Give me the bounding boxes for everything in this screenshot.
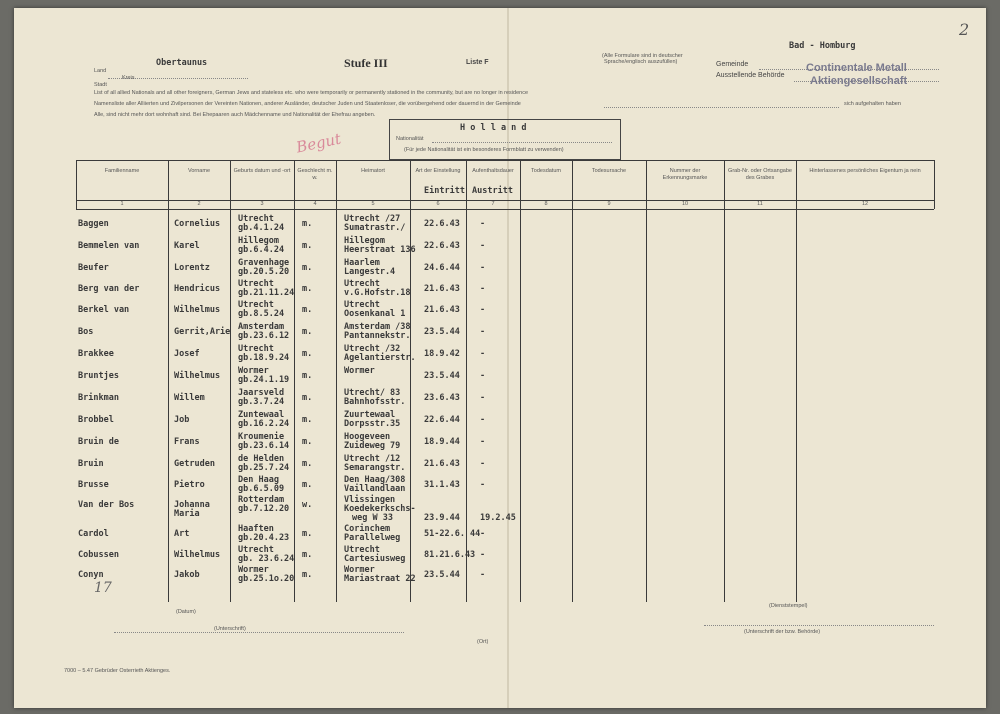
instruction-line-3: Alle, sind nicht mehr dort wohnhaft sind. Bei Ehepaaren auch Mädchenname und Nationalität der Ehefrau angeben. [94, 112, 376, 118]
table-column-divider [294, 160, 295, 602]
home-street: Agelantierstr. [344, 353, 416, 363]
birth-place: Kroumenie [238, 432, 285, 442]
home-town: Wormer [344, 565, 375, 575]
first-name-2: Maria [174, 509, 200, 519]
sex: m. [302, 263, 313, 273]
footer-sig-left-date: (Datum) [176, 609, 196, 615]
birth-date: gb.6.4.24 [238, 245, 285, 255]
home-town: Utrecht [344, 300, 380, 310]
column-number: 11 [757, 201, 763, 207]
birth-date: gb.7.12.20 [238, 504, 290, 514]
column-header: Grab-Nr. oder Ortsangabe des Grabes [728, 168, 792, 181]
home-town: Zuurtewaal [344, 410, 396, 420]
family-name: Brusse [78, 480, 109, 490]
birth-place: Utrecht [238, 344, 274, 354]
table-column-divider [520, 160, 521, 602]
sex: m. [302, 219, 313, 229]
column-header: Nummer der Erkennungsmarke [662, 168, 708, 181]
entry-stamp: Eintritt [424, 186, 465, 196]
footer-sig-right: (Dienststempel) [769, 603, 808, 609]
family-name: Bruntjes [78, 371, 119, 381]
home-town: Den Haag/308 [344, 475, 406, 485]
sex: m. [302, 550, 313, 560]
entry-date: 23.6.43 [424, 393, 460, 403]
birth-place: Wormer [238, 565, 269, 575]
home-town: Amsterdam /38 [344, 322, 411, 332]
sex: m. [302, 371, 313, 381]
home-street: Koedekerkschs- [344, 504, 416, 514]
home-street: Vaillandlaan [344, 484, 406, 494]
handwritten-mark: Begut [294, 129, 343, 157]
home-street: Dorpsstr.35 [344, 419, 401, 429]
first-name: Job [174, 415, 190, 425]
column-number: 9 [607, 201, 611, 207]
first-name: Frans [174, 437, 200, 447]
instruction-line-2: Namensliste aller Alliierten und Zivilpersonen der Vereinten Nationen, anderer Ausländer, deutscher Juden und Staatenloser, die vorübergehend oder dauernd in der Gemeinde [94, 101, 521, 107]
table-column-divider [168, 160, 169, 602]
birth-place: Wormer [238, 366, 269, 376]
column-number: 6 [436, 201, 440, 207]
column-number: 12 [861, 201, 869, 207]
sex: m. [302, 305, 313, 315]
home-town: Haarlem [344, 258, 380, 268]
first-name: Gerrit,Arie [174, 327, 231, 337]
exit-date: - [480, 263, 486, 273]
table-column-divider [572, 160, 573, 602]
birth-place: Gravenhage [238, 258, 290, 268]
land-label: Land [94, 68, 107, 74]
document-sheet [14, 8, 986, 708]
birth-place: Utrecht [238, 279, 274, 289]
table-column-divider [336, 160, 337, 602]
entry-date: 24.6.44 [424, 263, 460, 273]
sex: m. [302, 570, 313, 580]
sex: m. [302, 415, 313, 425]
column-header: Art der Einstellung [415, 168, 461, 174]
birth-date: gb.18.9.24 [238, 353, 290, 363]
birth-date: gb. 23.6.24 [238, 554, 295, 564]
family-name: Brakkee [78, 349, 114, 359]
first-name: Pietro [174, 480, 205, 490]
column-number: 7 [491, 201, 495, 207]
birth-date: gb.24.1.19 [238, 375, 290, 385]
nationality-label: Nationalität [396, 136, 424, 142]
home-town: Corinchem [344, 524, 391, 534]
first-name: Wilhelmus [174, 371, 221, 381]
nationality-note: (Für jede Nationalität ist ein besonderes Formblatt zu verwenden) [404, 147, 564, 153]
exit-date: - [480, 349, 486, 359]
first-name: Cornelius [174, 219, 221, 229]
home-street-2: weg W 33 [352, 513, 393, 523]
home-town: Wormer [344, 366, 375, 376]
page-number: 2 [959, 20, 970, 39]
entry-date: 21.6.43 [424, 284, 460, 294]
sex: m. [302, 393, 313, 403]
first-name: Lorentz [174, 263, 210, 273]
entry-date: 23.5.44 [424, 570, 460, 580]
entry-date: 23.5.44 [424, 327, 460, 337]
birth-place: Amsterdam [238, 322, 285, 332]
family-name: Bemmelen van [78, 241, 140, 251]
family-name: Brinkman [78, 393, 119, 403]
column-header: Todesdatum [531, 168, 561, 174]
family-name: Bruin [78, 459, 104, 469]
column-header: Vorname [187, 168, 210, 174]
exit-date: - [480, 284, 486, 294]
exit-date: - [480, 305, 486, 315]
column-header: Familienname [104, 168, 140, 174]
family-name: Conyn [78, 570, 104, 580]
nationality-box [389, 119, 621, 160]
family-name: Baggen [78, 219, 109, 229]
exit-stamp: Austritt [472, 186, 513, 196]
birth-place: Utrecht [238, 545, 274, 555]
exit-date: - [480, 393, 486, 403]
list-label: Liste F [466, 59, 489, 66]
first-name: Willem [174, 393, 205, 403]
center-fold [507, 8, 509, 708]
sex: m. [302, 529, 313, 539]
entry-date: 18.9.44 [424, 437, 460, 447]
exit-date: - [480, 219, 486, 229]
print-note: 7000 – 5.47 Gebrüder Osterrieth Aktienges. [64, 668, 171, 674]
family-name: Brobbel [78, 415, 114, 425]
footer-sig-mid: (Ort) [477, 639, 489, 645]
column-number: 5 [371, 201, 375, 207]
first-name: Wilhelmus [174, 305, 221, 315]
gemeinde-label: Gemeinde [716, 61, 749, 68]
birth-date: gb.4.1.24 [238, 223, 285, 233]
birth-place: Haaften [238, 524, 274, 534]
home-town: Utrecht /12 [344, 454, 401, 464]
birth-date: gb.21.11.24 [238, 288, 295, 298]
birth-date: gb.3.7.24 [238, 397, 285, 407]
birth-date: gb.23.6.12 [238, 331, 290, 341]
instruction-line-2-end: sich aufgehalten haben [844, 101, 901, 107]
home-town: Utrecht /32 [344, 344, 401, 354]
home-street: Bahnhofsstr. [344, 397, 406, 407]
home-street: Sumatrastr./ [344, 223, 406, 233]
company-stamp-line-2: Aktiengesellschaft [810, 75, 908, 87]
language-note-2: Sprache/englisch auszufüllen) [604, 59, 678, 65]
birth-place: Rotterdam [238, 495, 285, 505]
kreis-value: Obertaunus [156, 58, 208, 68]
home-street: Cartesiusweg [344, 554, 406, 564]
table-column-divider [646, 160, 647, 602]
birth-date: gb.20.5.20 [238, 267, 290, 277]
entry-date: 81.21.6.43 [424, 550, 476, 560]
behoerde-label: Ausstellende Behörde [716, 72, 785, 79]
family-name: Berg van der [78, 284, 140, 294]
family-name: Bos [78, 327, 94, 337]
family-name: Bruin de [78, 437, 119, 447]
home-town: Hoogeveen [344, 432, 391, 442]
column-number: 1 [120, 201, 124, 207]
entry-date: 22.6.44 [424, 415, 460, 425]
exit-date: - [480, 529, 486, 539]
entry-date: 23.9.44 [424, 513, 460, 523]
birth-date: gb.20.4.23 [238, 533, 290, 543]
family-name: Beufer [78, 263, 109, 273]
home-street: Mariastraat 22 [344, 574, 416, 584]
footer-sig-right-2: (Unterschrift der bzw. Behörde) [744, 629, 821, 635]
first-name: Hendricus [174, 284, 221, 294]
birth-date: gb.16.2.24 [238, 419, 290, 429]
home-street: Langestr.4 [344, 267, 396, 277]
table-column-divider [230, 160, 231, 602]
exit-date: - [480, 480, 486, 490]
sex: m. [302, 480, 313, 490]
gemeinde-value: Bad - Homburg [789, 41, 856, 51]
entry-date: 22.6.43 [424, 241, 460, 251]
entry-date: 51-22.6. 44 [424, 529, 481, 539]
birth-date: gb.23.6.14 [238, 441, 290, 451]
birth-place: Hillegom [238, 236, 279, 246]
home-street: Pantannekstr. [344, 331, 411, 341]
sex: m. [302, 459, 313, 469]
column-header: Heimatort [361, 168, 385, 174]
first-name: Getruden [174, 459, 215, 469]
home-street: v.G.Hofstr.18 [344, 288, 411, 298]
exit-date: - [480, 241, 486, 251]
table-column-divider [934, 160, 935, 209]
table-column-divider [410, 160, 411, 602]
column-number: 3 [260, 201, 264, 207]
exit-date: - [480, 570, 486, 580]
first-name: Wilhelmus [174, 550, 221, 560]
home-street: Oosenkanal 1 [344, 309, 406, 319]
home-town: Utrecht /27 [344, 214, 401, 224]
first-name: Josef [174, 349, 200, 359]
family-name: Cardol [78, 529, 109, 539]
family-name: Cobussen [78, 550, 119, 560]
exit-date: - [480, 550, 486, 560]
birth-date: gb.6.5.09 [238, 484, 285, 494]
birth-place: Utrecht [238, 300, 274, 310]
birth-place: Utrecht [238, 214, 274, 224]
exit-date: - [480, 415, 486, 425]
birth-date: gb.25.1o.20 [238, 574, 295, 584]
column-number: 2 [197, 201, 201, 207]
family-name: Van der Bos [78, 500, 135, 510]
entry-date: 18.9.42 [424, 349, 460, 359]
birth-place: Den Haag [238, 475, 279, 485]
column-header: Hinterlassenes persönliches Eigentum ja nein [809, 168, 921, 174]
exit-date: 19.2.45 [480, 513, 516, 523]
first-name: Art [174, 529, 190, 539]
first-name: Jakob [174, 570, 200, 580]
entry-date: 23.5.44 [424, 371, 460, 381]
birth-place: de Helden [238, 454, 285, 464]
footer-sig-left: (Unterschrift) [214, 626, 246, 632]
home-town: Utrecht/ 83 [344, 388, 401, 398]
column-number: 10 [681, 201, 689, 207]
column-number: 4 [313, 201, 317, 207]
entry-date: 21.6.43 [424, 459, 460, 469]
column-number: 8 [544, 201, 548, 207]
home-town: Hillegom [344, 236, 385, 246]
sex: m. [302, 241, 313, 251]
exit-date: - [480, 437, 486, 447]
column-header: Geburts datum und -ort [233, 168, 291, 174]
home-town: Utrecht [344, 279, 380, 289]
exit-date: - [480, 459, 486, 469]
home-town: Utrecht [344, 545, 380, 555]
sex: m. [302, 437, 313, 447]
birth-place: Zuntewaal [238, 410, 285, 420]
column-header: Geschlecht m. w. [297, 168, 333, 181]
sex: m. [302, 284, 313, 294]
birth-date: gb.8.5.24 [238, 309, 285, 319]
entry-date: 21.6.43 [424, 305, 460, 315]
table-column-divider [724, 160, 725, 602]
home-street: Zuideweg 79 [344, 441, 401, 451]
column-header: Aufenthaltsdauer [472, 168, 514, 174]
home-street: Semarangstr. [344, 463, 406, 473]
birth-place: Jaarsveld [238, 388, 285, 398]
form-title: Stufe III [344, 56, 388, 70]
company-stamp-line-1: Continentale Metall [806, 62, 907, 74]
birth-date: gb.25.7.24 [238, 463, 290, 473]
table-column-divider [796, 160, 797, 602]
family-name: Berkel van [78, 305, 130, 315]
stadt-label: Stadt [94, 82, 107, 88]
first-name: Johanna [174, 500, 210, 510]
entry-date: 31.1.43 [424, 480, 460, 490]
sex: m. [302, 327, 313, 337]
home-town: Vlissingen [344, 495, 396, 505]
home-street: Parallelweg [344, 533, 401, 543]
entry-date: 22.6.43 [424, 219, 460, 229]
home-street: Heerstraat 136 [344, 245, 416, 255]
nationality-value: H o l l a n d [460, 123, 527, 133]
first-name: Karel [174, 241, 200, 251]
sex: w. [302, 500, 313, 510]
column-header: Todesursache [591, 168, 627, 174]
sex: m. [302, 349, 313, 359]
tally-mark: 17 [94, 580, 112, 596]
exit-date: - [480, 371, 486, 381]
language-note-1: (Alle Formulare sind in deutscher [602, 53, 683, 59]
exit-date: - [480, 327, 486, 337]
kreis-label: Kreis [122, 75, 135, 81]
instruction-line-1: List of all allied Nationals and all other foreigners, German Jews and stateless etc. who were temporarily or permanently stationed in the community, but are no longer in residence [94, 90, 529, 96]
